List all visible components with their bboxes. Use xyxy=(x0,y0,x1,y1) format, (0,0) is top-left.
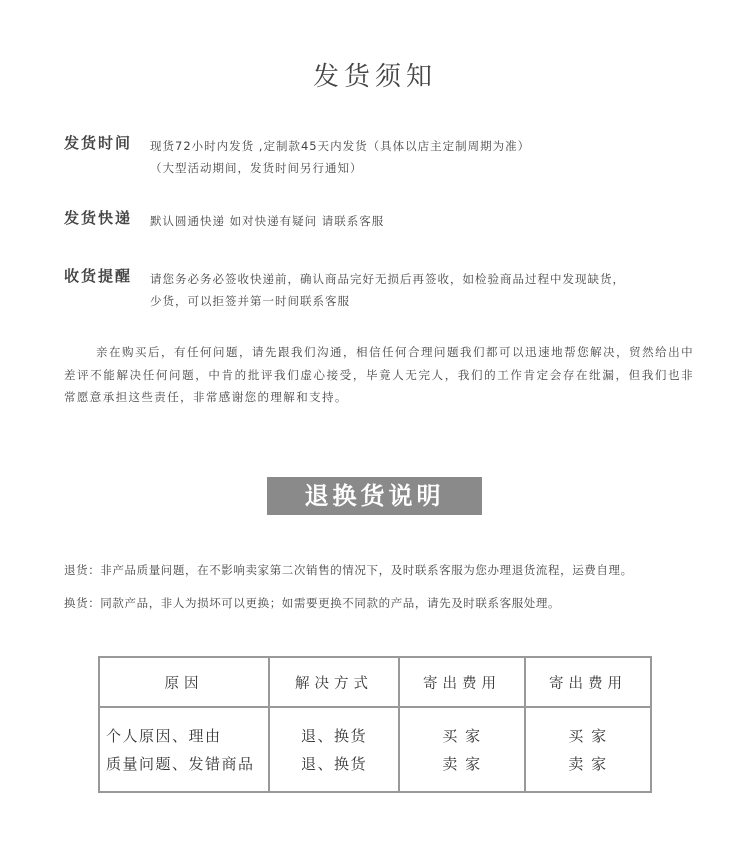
page-title: 发货须知 xyxy=(312,62,437,92)
header-shipping-fee-2: 寄出费用 xyxy=(525,657,651,707)
return-exchange-banner: 退换货说明 xyxy=(267,477,482,515)
receipt-line-1: 请您务必务必签收快递前，确认商品完好无损后再签收，如检验商品过程中发现缺货， xyxy=(150,272,625,286)
fee2-quality: 卖 家 xyxy=(568,754,608,773)
shipping-time-line-1: 现货72小时内发货 ,定制款45天内发货（具体以店主定制周期为准） xyxy=(150,139,531,153)
header-solution: 解决方式 xyxy=(269,657,399,707)
table-row xyxy=(99,707,651,792)
shipping-time-label: 发货时间 xyxy=(64,134,133,152)
fee-quality: 卖 家 xyxy=(442,754,482,773)
exchange-policy: 换货：同款产品，非人为损坏可以更换；如需要更换不同款的产品，请先及时联系客服处理。 xyxy=(64,596,561,610)
reason-quality: 质量问题、发错商品 xyxy=(106,754,255,773)
solution-quality: 退、换货 xyxy=(300,754,367,773)
return-fee-table xyxy=(98,656,652,793)
fee-personal: 买 家 xyxy=(442,726,482,745)
return-policy: 退货：非产品质量问题，在不影响卖家第二次销售的情况下，及时联系客服为您办理退货流程，运费自理。 xyxy=(64,563,633,577)
shipping-time-line-2: （大型活动期间，发货时间另行通知） xyxy=(150,161,363,175)
courier-line: 默认圆通快递 如对快递有疑问 请联系客服 xyxy=(150,214,385,228)
fee2-personal: 买 家 xyxy=(568,726,608,745)
fee-cell-2 xyxy=(525,707,651,792)
header-shipping-fee: 寄出费用 xyxy=(399,657,525,707)
fee-cell xyxy=(399,707,525,792)
courier-label: 发货快递 xyxy=(64,209,133,227)
table-header-row xyxy=(99,657,651,707)
solution-cell xyxy=(269,707,399,792)
courier-text xyxy=(150,210,710,232)
reason-cell xyxy=(99,707,269,792)
receipt-text xyxy=(150,268,710,312)
header-reason: 原因 xyxy=(99,657,269,707)
notice-paragraph: 亲在购买后，有任何问题，请先跟我们沟通，相信任何合理问题我们都可以迅速地帮您解决，贸然给出中差评不能解决任何问题，中肯的批评我们虚心接受，毕竟人无完人，我们的工作肯定会存在纰漏，但我们也非常愿意承担这些责任，非常感谢您的理解和支持。 xyxy=(64,345,694,404)
shipping-time-text xyxy=(150,135,710,179)
reason-personal: 个人原因、理由 xyxy=(106,726,222,745)
solution-personal: 退、换货 xyxy=(300,726,367,745)
receipt-label: 收货提醒 xyxy=(64,267,133,285)
receipt-line-2: 少货，可以拒签并第一时间联系客服 xyxy=(150,294,350,308)
